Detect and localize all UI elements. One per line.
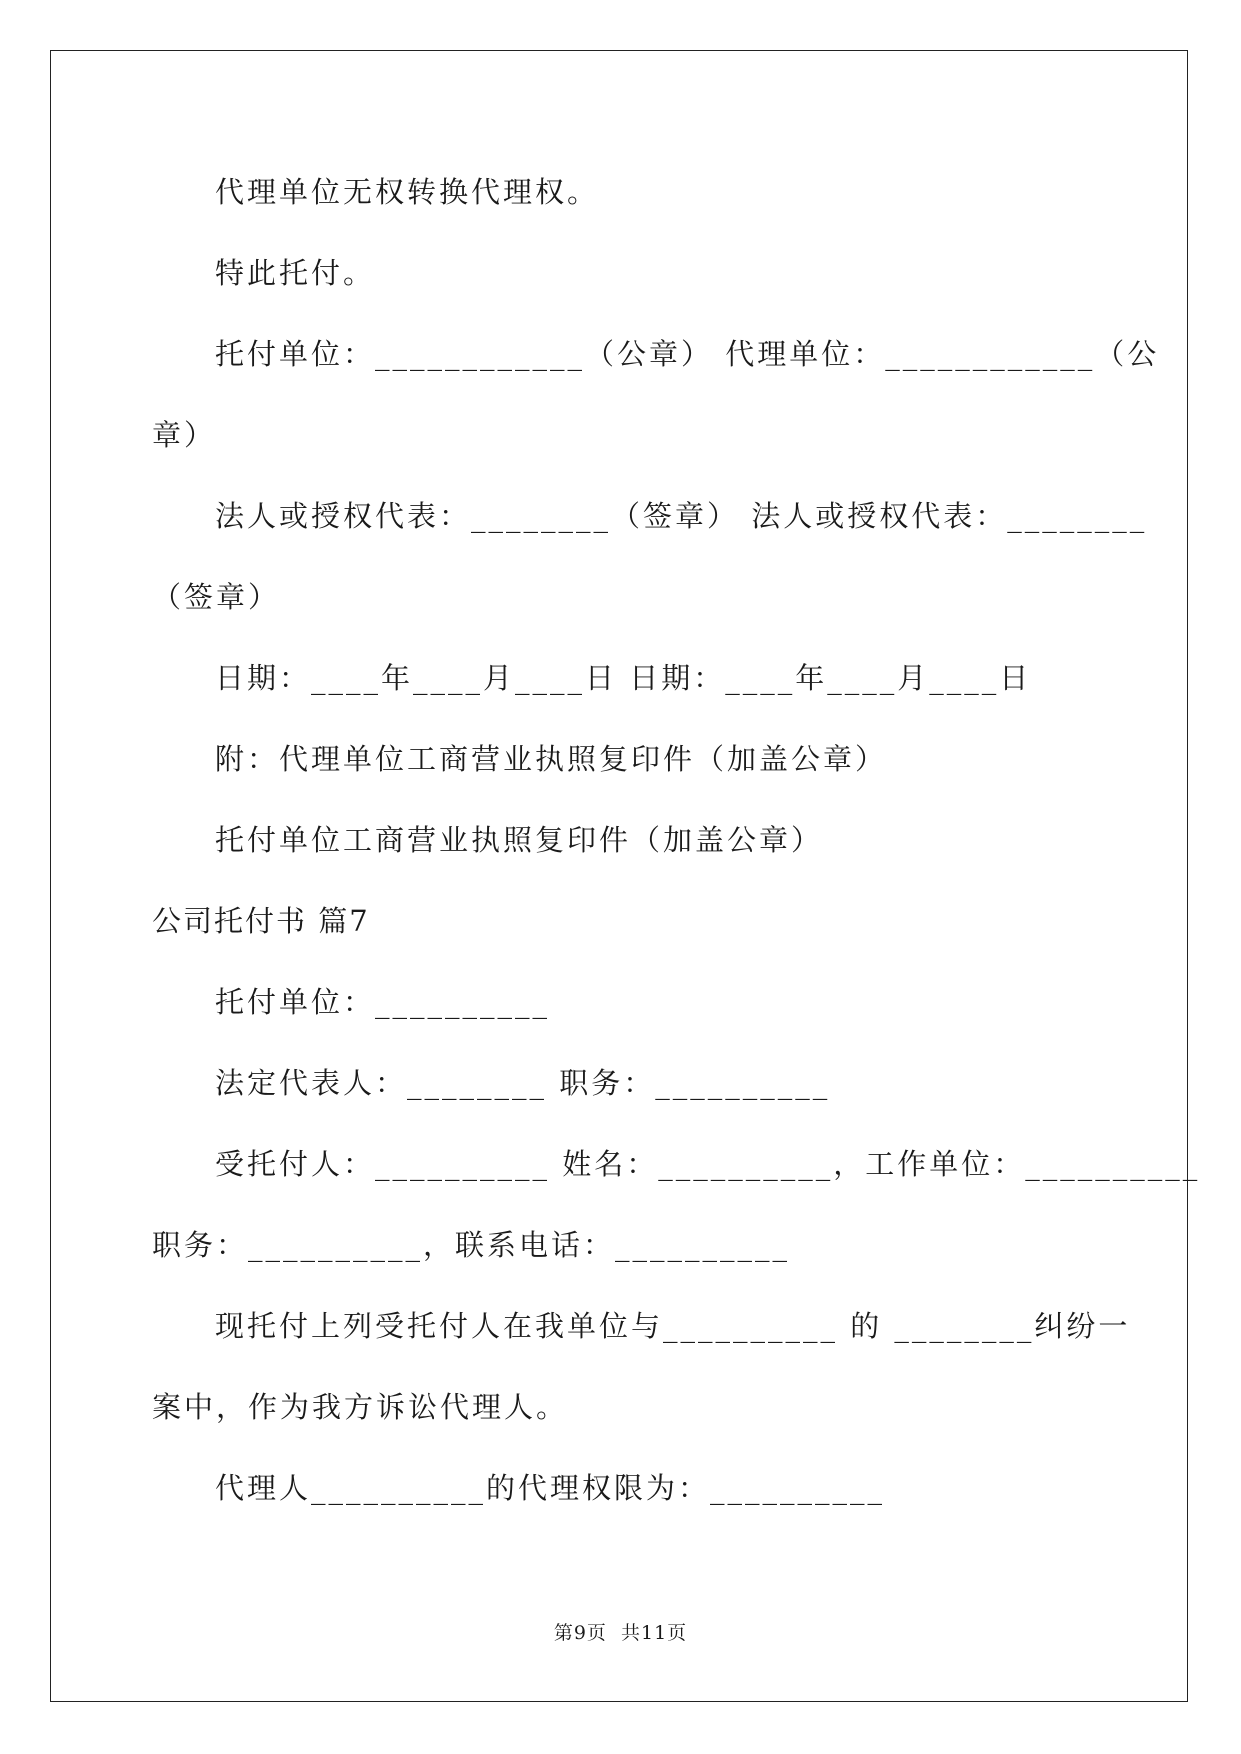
legal-representative-line: 法定代表人：________ 职务：__________	[215, 1066, 831, 1100]
page-number: 第9页 共11页	[553, 1622, 688, 1644]
signature-units-line-cont: 章）	[152, 418, 217, 452]
trustee-line: 受托付人：__________ 姓名：__________，工作单位：__________	[215, 1147, 1201, 1181]
entrust-statement-cont: 案中，作为我方诉讼代理人。	[152, 1390, 569, 1424]
agent-authority-line: 代理人__________的代理权限为：__________	[215, 1471, 886, 1505]
date-line: 日期：____年____月____日 日期：____年____月____日	[215, 661, 1032, 695]
attachment-line-1: 附：代理单位工商营业执照复印件（加盖公章）	[215, 742, 888, 776]
paragraph-hereby: 特此托付。	[215, 256, 376, 290]
entrusting-unit-line: 托付单位：__________	[215, 985, 551, 1019]
entrust-statement: 现托付上列受托付人在我单位与__________ 的 ________纠纷一	[215, 1309, 1131, 1343]
attachment-line-2: 托付单位工商营业执照复印件（加盖公章）	[215, 823, 824, 857]
legal-rep-line: 法人或授权代表：________（签章） 法人或授权代表：________	[215, 499, 1148, 533]
section-heading: 公司托付书 篇7	[152, 904, 370, 938]
trustee-line-cont: 职务：__________，联系电话：__________	[152, 1228, 791, 1262]
paragraph-no-transfer: 代理单位无权转换代理权。	[215, 175, 600, 209]
signature-units-line: 托付单位：____________（公章） 代理单位：____________（公	[215, 337, 1160, 371]
legal-rep-line-cont: （签章）	[152, 580, 281, 614]
page-border	[50, 50, 1188, 1702]
